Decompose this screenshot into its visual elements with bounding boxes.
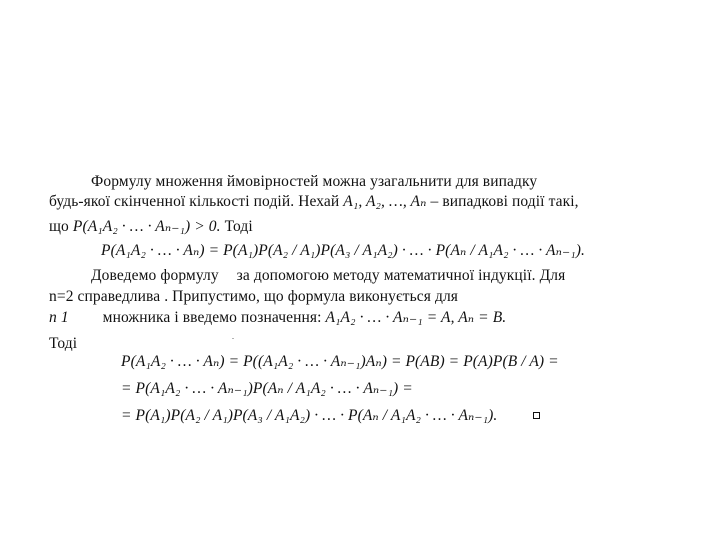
multiplication-formula-text: P(A₁A₂ · … · Aₙ) = P(A₁)P(A₂ / A₁)P(A₃ / A₁A₂) · … · P(Aₙ / A₁A₂ · … · Aₙ₋₁).	[101, 242, 585, 259]
proof-intro-text: Доведемо формулу	[91, 267, 219, 284]
paragraph-2-line-1	[91, 267, 565, 285]
n-minus-one-fragment: n 1	[49, 309, 69, 326]
paragraph-1-line-3-tail: Тоді	[224, 218, 253, 235]
notation-formula: A₁A₂ · … · Aₙ₋₁ = A, Aₙ = B.	[325, 309, 507, 326]
paragraph-1-line-3	[49, 218, 253, 236]
paragraph-1-line-1-text: Формулу множення ймовірностей можна узагальнити для випадку	[91, 173, 538, 190]
proof-formula-line-2	[121, 380, 413, 398]
paragraph-1-line-2	[49, 193, 579, 211]
paragraph-2-line-2	[49, 288, 458, 306]
paragraph-2-line-4	[49, 335, 77, 353]
proof-formula-2-text: = P(A₁A₂ · … · Aₙ₋₁)P(Aₙ / A₁A₂ · … · Aₙ₋₁) =	[121, 380, 413, 397]
paragraph-2-line-3	[49, 309, 506, 327]
then-label: Тоді	[49, 335, 78, 352]
proof-formula-1-text: P(A₁A₂ · … · Aₙ) = P((A₁A₂ · … · Aₙ₋₁)Aₙ) = P(AB) = P(A)P(B / A) =	[121, 353, 559, 370]
positive-probability-condition: P(A₁A₂ · … · Aₙ₋₁) > 0.	[72, 218, 221, 235]
proof-end-square-icon	[533, 412, 540, 419]
small-dot-mark: .	[232, 332, 234, 341]
proof-formula-3-text: = P(A₁)P(A₂ / A₁)P(A₃ / A₁A₂) · … · P(Aₙ / A₁A₂ · … · Aₙ₋₁).	[121, 407, 498, 424]
induction-assumption-text: n=2 справедлива . Припустимо, що формула виконується для	[49, 288, 459, 305]
paragraph-1-line-1	[91, 173, 537, 191]
events-list-formula: A₁, A₂, …, Aₙ	[343, 193, 427, 210]
multiplication-formula-main	[101, 242, 585, 260]
proof-formula-line-3	[121, 407, 497, 425]
proof-formula-line-1	[121, 353, 559, 371]
notation-intro-text: множника і введемо позначення:	[102, 309, 322, 326]
paragraph-1-line-2-tail: – випадкові події такі,	[430, 193, 579, 210]
paragraph-1-line-2-text: будь-якої скінченної кількості подій. Нехай	[49, 193, 340, 210]
induction-method-text: за допомогою методу математичної індукції. Для	[236, 267, 566, 284]
paragraph-1-line-3-prefix: що	[49, 218, 73, 235]
